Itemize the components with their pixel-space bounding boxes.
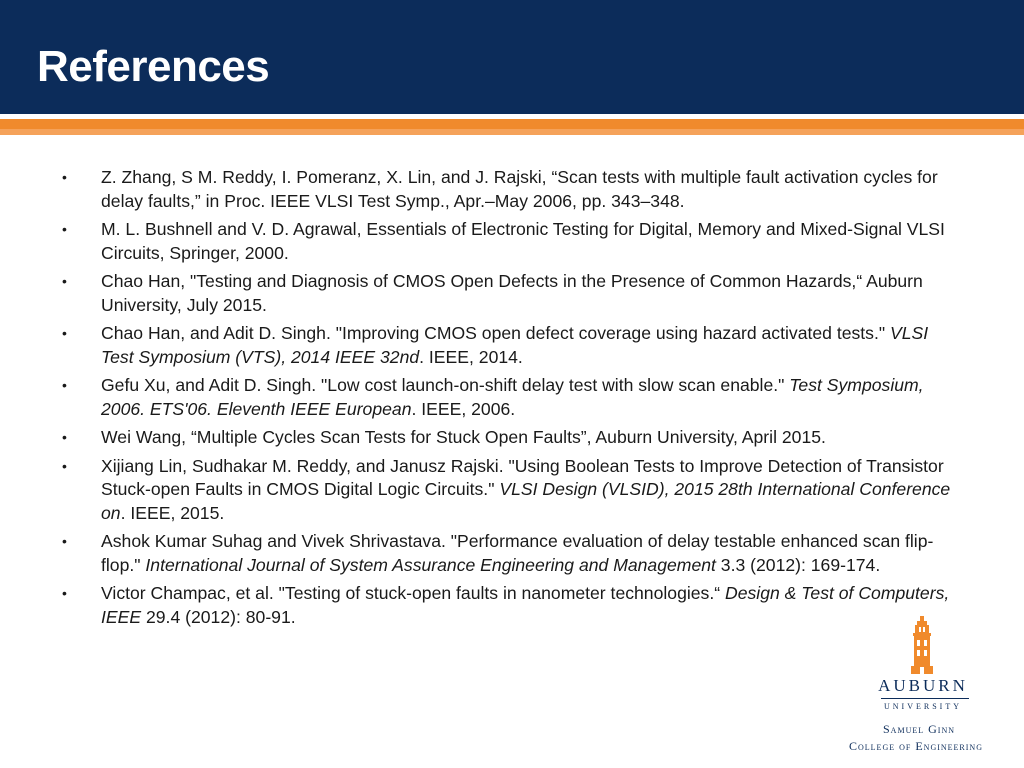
reference-item <box>0 166 1000 213</box>
reference-item <box>0 270 1000 317</box>
reference-item <box>0 530 1000 577</box>
reference-text: . IEEE, 2006. <box>411 398 516 419</box>
reference-venue: Test Symposium, 2006. ETS'06. Eleventh IEEE European <box>101 375 924 419</box>
tower-icon <box>908 616 936 674</box>
bullet-icon: • <box>62 273 67 289</box>
bullet-icon: • <box>62 533 67 549</box>
logo-auburn-text: AUBURN <box>878 676 968 695</box>
reference-text: Xijiang Lin, Sudhakar M. Reddy, and Janusz Rajski. "Using Boolean Tests to Improve Detection of Transistor Stuck-open Faults in CMOS Digital Logic Circuits." <box>101 455 944 499</box>
reference-text: . IEEE, 2015. <box>120 502 225 523</box>
reference-text: Wei Wang, “Multiple Cycles Scan Tests for Stuck Open Faults”, Auburn University, April 2015. <box>101 427 826 447</box>
reference-text: Z. Zhang, S M. Reddy, I. Pomeranz, X. Lin, and J. Rajski, “Scan tests with multiple fault activation cycles for delay faults,” in Proc. IEEE VLSI Test Symp., Apr.–May 2006, pp. 343–348. <box>101 167 938 211</box>
bullet-icon: • <box>62 169 67 185</box>
logo-college-line1: Samuel Ginn <box>883 722 955 736</box>
auburn-logo <box>848 616 1008 762</box>
reference-item <box>0 426 1000 450</box>
reference-text: Gefu Xu, and Adit D. Singh. "Low cost launch-on-shift delay test with slow scan enable." <box>101 375 790 395</box>
references-list <box>0 166 1000 634</box>
reference-text: Ashok Kumar Suhag and Vivek Shrivastava. "Performance evaluation of delay testable enhanced scan flip-flop." <box>101 531 934 575</box>
reference-item <box>0 322 1000 369</box>
logo-rule <box>881 698 969 699</box>
reference-text: 29.4 (2012): 80-91. <box>141 606 296 627</box>
reference-venue: International Journal of System Assurance Engineering and Management <box>145 554 716 575</box>
reference-venue: VLSI Design (VLSID), 2015 28th International Conference on <box>101 479 951 523</box>
bullet-icon: • <box>62 325 67 341</box>
logo-college-line2: College of Engineering <box>849 739 983 753</box>
bullet-icon: • <box>62 429 67 445</box>
bullet-icon: • <box>62 457 67 474</box>
orange-accent-stripe <box>0 119 1024 135</box>
reference-item <box>0 374 1000 421</box>
slide-header <box>0 0 1024 114</box>
bullet-icon: • <box>62 377 67 393</box>
reference-text: Chao Han, "Testing and Diagnosis of CMOS Open Defects in the Presence of Common Hazards,“ Auburn University, July 2015. <box>101 271 923 315</box>
logo-university-text: UNIVERSITY <box>884 702 962 711</box>
reference-venue: VLSI Test Symposium (VTS), 2014 IEEE 32nd <box>101 323 929 367</box>
bullet-icon: • <box>62 221 67 237</box>
reference-venue: Design & Test of Computers, IEEE <box>101 583 950 627</box>
bullet-icon: • <box>62 585 67 601</box>
page-title: References <box>37 42 270 91</box>
reference-text: . IEEE, 2014. <box>419 346 523 367</box>
reference-text: Victor Champac, et al. "Testing of stuck-open faults in nanometer technologies.“ <box>101 583 725 603</box>
reference-text: 3.3 (2012): 169-174. <box>715 554 881 575</box>
reference-item <box>0 455 1000 526</box>
reference-text: Chao Han, and Adit D. Singh. "Improving CMOS open defect coverage using hazard activated tests." <box>101 323 891 343</box>
reference-item <box>0 218 1000 265</box>
reference-text: M. L. Bushnell and V. D. Agrawal, Essentials of Electronic Testing for Digital, Memory and Mixed-Signal VLSI Circuits, Springer, 2000. <box>101 219 945 263</box>
